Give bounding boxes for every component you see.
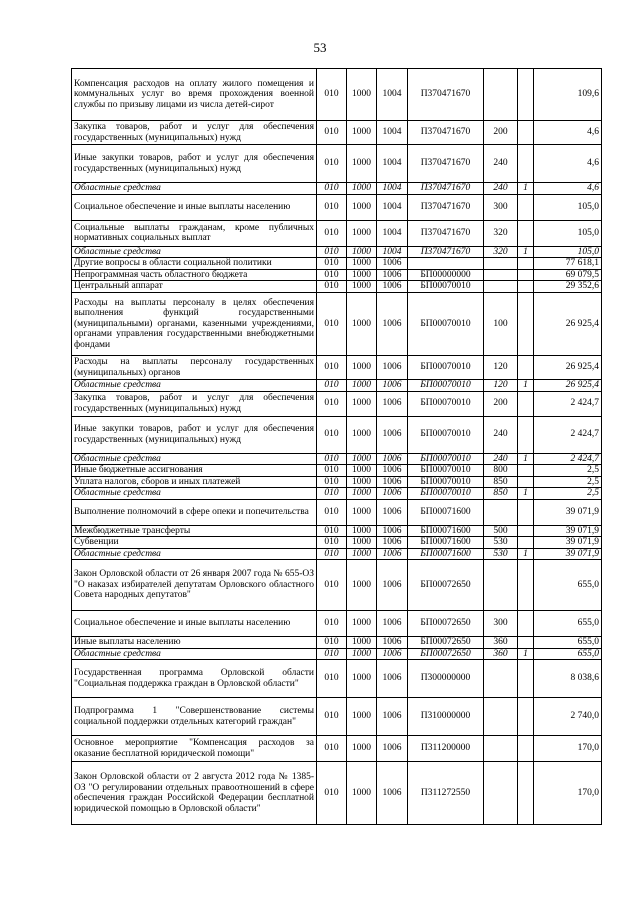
row-target-article-cell: БП00070010 (408, 380, 484, 392)
row-subsection-cell: 1006 (377, 611, 408, 637)
row-target-article-cell: БП00070010 (408, 476, 484, 488)
row-name-cell: Закупка товаров, работ и услуг для обеспечения государственных (муниципальных) нужд (72, 121, 317, 145)
row-source-cell (518, 476, 534, 488)
table-row (72, 220, 602, 246)
row-gov-code-cell: 010 (317, 762, 347, 825)
row-subsection-cell: 1006 (377, 488, 408, 500)
row-section-cell: 1000 (347, 660, 377, 698)
table-row (72, 145, 602, 183)
row-amount-cell: 39 071,9 (534, 537, 602, 549)
row-section-cell: 1000 (347, 611, 377, 637)
row-source-cell (518, 194, 534, 220)
row-name-cell: Закупка товаров, работ и услуг для обеспечения государственных (муниципальных) нужд (72, 391, 317, 416)
row-amount-cell: 109,6 (534, 69, 602, 121)
row-amount-cell: 655,0 (534, 648, 602, 660)
row-gov-code-cell: 010 (317, 391, 347, 416)
row-gov-code-cell: 010 (317, 488, 347, 500)
row-gov-code-cell: 010 (317, 476, 347, 488)
row-section-cell: 1000 (347, 537, 377, 549)
row-gov-code-cell: 010 (317, 736, 347, 762)
row-gov-code-cell: 010 (317, 648, 347, 660)
table-row (72, 246, 602, 258)
row-gov-code-cell: 010 (317, 69, 347, 121)
row-name-cell: Центральный аппарат (72, 281, 317, 293)
row-gov-code-cell: 010 (317, 548, 347, 560)
row-section-cell: 1000 (347, 453, 377, 465)
row-section-cell: 1000 (347, 637, 377, 649)
row-source-cell: 1 (518, 183, 534, 195)
row-expense-type-cell: 120 (484, 380, 518, 392)
row-expense-type-cell: 300 (484, 611, 518, 637)
row-source-cell (518, 121, 534, 145)
row-amount-cell: 29 352,6 (534, 281, 602, 293)
row-section-cell: 1000 (347, 488, 377, 500)
row-name-cell: Социальные выплаты гражданам, кроме публичных нормативных социальных выплат (72, 220, 317, 246)
row-expense-type-cell: 300 (484, 194, 518, 220)
row-gov-code-cell: 010 (317, 698, 347, 736)
row-section-cell: 1000 (347, 194, 377, 220)
row-subsection-cell: 1004 (377, 121, 408, 145)
row-expense-type-cell (484, 762, 518, 825)
row-expense-type-cell: 240 (484, 183, 518, 195)
row-source-cell (518, 145, 534, 183)
row-expense-type-cell (484, 269, 518, 281)
row-name-cell: Межбюджетные трансферты (72, 525, 317, 537)
row-amount-cell: 655,0 (534, 637, 602, 649)
row-subsection-cell: 1006 (377, 648, 408, 660)
row-source-cell: 1 (518, 488, 534, 500)
row-amount-cell: 105,0 (534, 246, 602, 258)
row-name-cell: Закон Орловской области от 26 января 2007 года № 655-ОЗ "О наказах избирателей депутатам Орловского областного Совета народных депутатов" (72, 560, 317, 611)
row-gov-code-cell: 010 (317, 220, 347, 246)
row-subsection-cell: 1006 (377, 660, 408, 698)
row-target-article-cell: П370471670 (408, 194, 484, 220)
table-row (72, 698, 602, 736)
row-amount-cell: 2 424,7 (534, 391, 602, 416)
row-amount-cell: 69 079,5 (534, 269, 602, 281)
row-target-article-cell: БП00070010 (408, 356, 484, 380)
row-source-cell (518, 220, 534, 246)
row-name-cell: Уплата налогов, сборов и иных платежей (72, 476, 317, 488)
table-row (72, 183, 602, 195)
row-source-cell (518, 69, 534, 121)
row-section-cell: 1000 (347, 121, 377, 145)
row-expense-type-cell: 360 (484, 637, 518, 649)
row-section-cell: 1000 (347, 560, 377, 611)
row-section-cell: 1000 (347, 762, 377, 825)
row-amount-cell: 26 925,4 (534, 380, 602, 392)
row-target-article-cell: БП00070010 (408, 293, 484, 356)
row-amount-cell: 2 424,7 (534, 416, 602, 453)
row-name-cell: Субвенции (72, 537, 317, 549)
row-section-cell: 1000 (347, 736, 377, 762)
row-expense-type-cell: 320 (484, 220, 518, 246)
row-source-cell (518, 637, 534, 649)
row-section-cell: 1000 (347, 293, 377, 356)
row-name-cell: Иные бюджетные ассигнования (72, 465, 317, 477)
row-subsection-cell: 1006 (377, 269, 408, 281)
row-section-cell: 1000 (347, 465, 377, 477)
table-row (72, 293, 602, 356)
row-source-cell: 1 (518, 380, 534, 392)
row-amount-cell: 39 071,9 (534, 499, 602, 525)
table-row (72, 281, 602, 293)
row-section-cell: 1000 (347, 499, 377, 525)
row-target-article-cell: БП00072650 (408, 560, 484, 611)
row-amount-cell: 2 740,0 (534, 698, 602, 736)
table-row (72, 416, 602, 453)
row-source-cell (518, 356, 534, 380)
table-row (72, 499, 602, 525)
row-expense-type-cell: 240 (484, 145, 518, 183)
row-amount-cell: 39 071,9 (534, 525, 602, 537)
row-source-cell (518, 660, 534, 698)
table-row (72, 537, 602, 549)
row-expense-type-cell: 530 (484, 548, 518, 560)
row-subsection-cell: 1006 (377, 525, 408, 537)
row-section-cell: 1000 (347, 183, 377, 195)
row-source-cell (518, 416, 534, 453)
row-target-article-cell: П370471670 (408, 145, 484, 183)
row-name-cell: Областные средства (72, 183, 317, 195)
row-amount-cell: 8 038,6 (534, 660, 602, 698)
row-subsection-cell: 1006 (377, 762, 408, 825)
row-subsection-cell: 1006 (377, 476, 408, 488)
row-name-cell: Компенсация расходов на оплату жилого помещения и коммунальных услуг во время прохождения военной службы по призыву лицами из числа детей-сирот (72, 69, 317, 121)
table-row (72, 258, 602, 270)
table-row (72, 391, 602, 416)
row-expense-type-cell: 360 (484, 648, 518, 660)
row-target-article-cell: П370471670 (408, 183, 484, 195)
row-target-article-cell: БП00071600 (408, 548, 484, 560)
row-subsection-cell: 1006 (377, 537, 408, 549)
row-expense-type-cell (484, 281, 518, 293)
row-amount-cell: 655,0 (534, 560, 602, 611)
row-subsection-cell: 1006 (377, 453, 408, 465)
row-expense-type-cell (484, 69, 518, 121)
table-row (72, 525, 602, 537)
row-section-cell: 1000 (347, 69, 377, 121)
row-source-cell (518, 611, 534, 637)
row-amount-cell: 4,6 (534, 121, 602, 145)
budget-table (71, 68, 602, 825)
row-source-cell (518, 736, 534, 762)
row-name-cell: Социальное обеспечение и иные выплаты населению (72, 194, 317, 220)
row-section-cell: 1000 (347, 281, 377, 293)
row-target-article-cell: БП00072650 (408, 648, 484, 660)
row-source-cell: 1 (518, 453, 534, 465)
row-target-article-cell: БП00071600 (408, 537, 484, 549)
table-row (72, 476, 602, 488)
row-target-article-cell: БП00070010 (408, 281, 484, 293)
row-expense-type-cell (484, 698, 518, 736)
row-expense-type-cell: 240 (484, 453, 518, 465)
row-target-article-cell: П300000000 (408, 660, 484, 698)
row-subsection-cell: 1006 (377, 560, 408, 611)
row-section-cell: 1000 (347, 356, 377, 380)
row-section-cell: 1000 (347, 380, 377, 392)
row-source-cell (518, 698, 534, 736)
row-target-article-cell: БП00072650 (408, 637, 484, 649)
row-gov-code-cell: 010 (317, 499, 347, 525)
table-row (72, 194, 602, 220)
table-row (72, 548, 602, 560)
row-target-article-cell: П310000000 (408, 698, 484, 736)
table-row (72, 488, 602, 500)
row-source-cell (518, 499, 534, 525)
row-section-cell: 1000 (347, 648, 377, 660)
row-expense-type-cell: 200 (484, 391, 518, 416)
row-amount-cell: 170,0 (534, 762, 602, 825)
row-amount-cell: 4,6 (534, 183, 602, 195)
row-gov-code-cell: 010 (317, 194, 347, 220)
table-row (72, 380, 602, 392)
row-section-cell: 1000 (347, 476, 377, 488)
row-name-cell: Областные средства (72, 380, 317, 392)
row-subsection-cell: 1006 (377, 698, 408, 736)
row-subsection-cell: 1006 (377, 548, 408, 560)
table-row (72, 269, 602, 281)
row-target-article-cell: БП00071600 (408, 525, 484, 537)
row-section-cell: 1000 (347, 698, 377, 736)
row-name-cell: Социальное обеспечение и иные выплаты населению (72, 611, 317, 637)
row-source-cell (518, 391, 534, 416)
row-amount-cell: 26 925,4 (534, 293, 602, 356)
table-row (72, 648, 602, 660)
page-number: 53 (313, 40, 327, 55)
row-source-cell (518, 269, 534, 281)
row-source-cell: 1 (518, 648, 534, 660)
row-expense-type-cell: 850 (484, 476, 518, 488)
row-amount-cell: 655,0 (534, 611, 602, 637)
row-amount-cell: 170,0 (534, 736, 602, 762)
row-source-cell (518, 537, 534, 549)
row-subsection-cell: 1006 (377, 499, 408, 525)
row-expense-type-cell: 120 (484, 356, 518, 380)
table-row (72, 560, 602, 611)
row-expense-type-cell (484, 560, 518, 611)
row-subsection-cell: 1004 (377, 220, 408, 246)
row-source-cell (518, 560, 534, 611)
table-row (72, 69, 602, 121)
row-expense-type-cell: 320 (484, 246, 518, 258)
row-gov-code-cell: 010 (317, 269, 347, 281)
row-name-cell: Иные закупки товаров, работ и услуг для обеспечения государственных (муниципальных) нужд (72, 145, 317, 183)
row-subsection-cell: 1006 (377, 416, 408, 453)
row-gov-code-cell: 010 (317, 660, 347, 698)
row-gov-code-cell: 010 (317, 416, 347, 453)
row-gov-code-cell: 010 (317, 246, 347, 258)
row-name-cell: Непрограммная часть областного бюджета (72, 269, 317, 281)
row-name-cell: Закон Орловской области от 2 августа 2012 года № 1385-ОЗ "О регулировании отдельных правоотношений в сфере обеспечения граждан Российской Федерации бесплатной юридической помощью в Орловской области" (72, 762, 317, 825)
row-subsection-cell: 1004 (377, 183, 408, 195)
row-expense-type-cell (484, 499, 518, 525)
row-gov-code-cell: 010 (317, 183, 347, 195)
row-target-article-cell: БП00070010 (408, 416, 484, 453)
row-section-cell: 1000 (347, 246, 377, 258)
row-expense-type-cell (484, 736, 518, 762)
row-name-cell: Областные средства (72, 453, 317, 465)
row-section-cell: 1000 (347, 145, 377, 183)
table-row (72, 660, 602, 698)
table-row (72, 762, 602, 825)
row-source-cell: 1 (518, 246, 534, 258)
row-gov-code-cell: 010 (317, 537, 347, 549)
row-expense-type-cell: 200 (484, 121, 518, 145)
row-expense-type-cell: 850 (484, 488, 518, 500)
row-gov-code-cell: 010 (317, 525, 347, 537)
row-name-cell: Расходы на выплаты персоналу в целях обеспечения выполнения функций государственными (муниципальными) органами, казенными учреждениями, органами управления государственными внебюджетными фондами (72, 293, 317, 356)
row-amount-cell: 2,5 (534, 476, 602, 488)
row-subsection-cell: 1006 (377, 281, 408, 293)
row-amount-cell: 2,5 (534, 465, 602, 477)
row-section-cell: 1000 (347, 525, 377, 537)
row-target-article-cell: БП00070010 (408, 488, 484, 500)
row-source-cell (518, 465, 534, 477)
row-name-cell: Областные средства (72, 548, 317, 560)
row-expense-type-cell: 500 (484, 525, 518, 537)
row-gov-code-cell: 010 (317, 465, 347, 477)
row-target-article-cell: П370471670 (408, 69, 484, 121)
row-amount-cell: 105,0 (534, 194, 602, 220)
table-row (72, 453, 602, 465)
row-gov-code-cell: 010 (317, 281, 347, 293)
row-gov-code-cell: 010 (317, 356, 347, 380)
row-amount-cell: 4,6 (534, 145, 602, 183)
row-target-article-cell: П370471670 (408, 121, 484, 145)
row-expense-type-cell: 100 (484, 293, 518, 356)
row-amount-cell: 2 424,7 (534, 453, 602, 465)
row-target-article-cell: П311200000 (408, 736, 484, 762)
row-name-cell: Выполнение полномочий в сфере опеки и попечительства (72, 499, 317, 525)
row-amount-cell: 2,5 (534, 488, 602, 500)
row-name-cell: Иные закупки товаров, работ и услуг для обеспечения государственных (муниципальных) нужд (72, 416, 317, 453)
row-subsection-cell: 1006 (377, 391, 408, 416)
row-target-article-cell (408, 258, 484, 270)
table-row (72, 611, 602, 637)
row-amount-cell: 26 925,4 (534, 356, 602, 380)
row-subsection-cell: 1006 (377, 380, 408, 392)
row-section-cell: 1000 (347, 269, 377, 281)
table-row (72, 465, 602, 477)
row-subsection-cell: 1006 (377, 293, 408, 356)
row-subsection-cell: 1004 (377, 145, 408, 183)
row-subsection-cell: 1004 (377, 194, 408, 220)
row-gov-code-cell: 010 (317, 637, 347, 649)
row-source-cell (518, 762, 534, 825)
row-gov-code-cell: 010 (317, 121, 347, 145)
row-gov-code-cell: 010 (317, 293, 347, 356)
row-subsection-cell: 1006 (377, 356, 408, 380)
row-target-article-cell: БП00000000 (408, 269, 484, 281)
row-gov-code-cell: 010 (317, 145, 347, 183)
row-gov-code-cell: 010 (317, 611, 347, 637)
row-section-cell: 1000 (347, 220, 377, 246)
row-section-cell: 1000 (347, 548, 377, 560)
row-name-cell: Подпрограмма 1 "Совершенствование системы социальной поддержки отдельных категорий граждан" (72, 698, 317, 736)
row-section-cell: 1000 (347, 391, 377, 416)
row-target-article-cell: БП00070010 (408, 453, 484, 465)
row-expense-type-cell: 530 (484, 537, 518, 549)
row-subsection-cell: 1004 (377, 246, 408, 258)
row-amount-cell: 77 618,1 (534, 258, 602, 270)
row-target-article-cell: П311272550 (408, 762, 484, 825)
table-row (72, 121, 602, 145)
row-section-cell: 1000 (347, 258, 377, 270)
row-expense-type-cell: 800 (484, 465, 518, 477)
table-row (72, 356, 602, 380)
table-row (72, 637, 602, 649)
row-name-cell: Областные средства (72, 648, 317, 660)
row-source-cell (518, 281, 534, 293)
row-subsection-cell: 1006 (377, 637, 408, 649)
row-source-cell (518, 525, 534, 537)
row-target-article-cell: БП00071600 (408, 499, 484, 525)
row-amount-cell: 105,0 (534, 220, 602, 246)
row-target-article-cell: БП00070010 (408, 391, 484, 416)
row-name-cell: Областные средства (72, 488, 317, 500)
row-name-cell: Иные выплаты населению (72, 637, 317, 649)
row-source-cell: 1 (518, 548, 534, 560)
row-name-cell: Областные средства (72, 246, 317, 258)
row-subsection-cell: 1006 (377, 736, 408, 762)
row-name-cell: Основное мероприятие "Компенсация расходов за оказание бесплатной юридической помощи" (72, 736, 317, 762)
row-gov-code-cell: 010 (317, 258, 347, 270)
row-name-cell: Другие вопросы в области социальной политики (72, 258, 317, 270)
row-target-article-cell: БП00072650 (408, 611, 484, 637)
row-source-cell (518, 258, 534, 270)
row-target-article-cell: П370471670 (408, 246, 484, 258)
row-name-cell: Государственная программа Орловской области "Социальная поддержка граждан в Орловской области" (72, 660, 317, 698)
row-subsection-cell: 1006 (377, 465, 408, 477)
row-expense-type-cell: 240 (484, 416, 518, 453)
row-source-cell (518, 293, 534, 356)
row-gov-code-cell: 010 (317, 560, 347, 611)
row-target-article-cell: БП00070010 (408, 465, 484, 477)
row-expense-type-cell (484, 660, 518, 698)
row-expense-type-cell (484, 258, 518, 270)
row-gov-code-cell: 010 (317, 453, 347, 465)
row-amount-cell: 39 071,9 (534, 548, 602, 560)
row-subsection-cell: 1004 (377, 69, 408, 121)
row-section-cell: 1000 (347, 416, 377, 453)
row-name-cell: Расходы на выплаты персоналу государственных (муниципальных) органов (72, 356, 317, 380)
row-target-article-cell: П370471670 (408, 220, 484, 246)
table-row (72, 736, 602, 762)
row-subsection-cell: 1006 (377, 258, 408, 270)
row-gov-code-cell: 010 (317, 380, 347, 392)
